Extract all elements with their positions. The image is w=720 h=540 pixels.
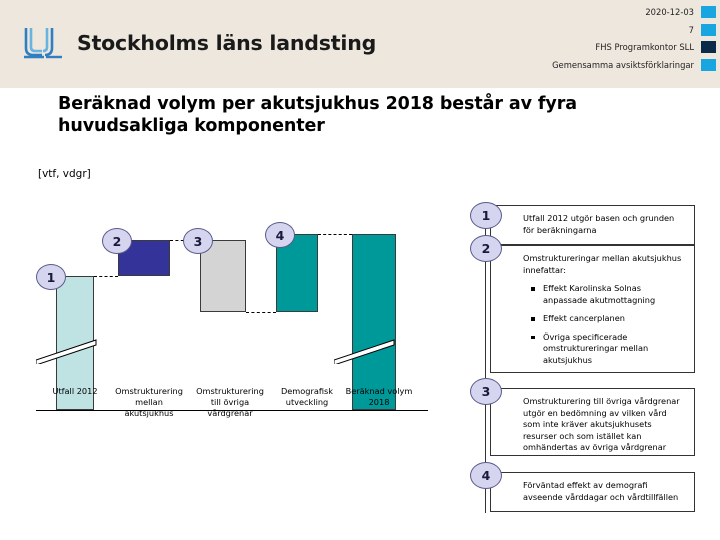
- x-label-utfall-2012: Utfall 2012: [52, 386, 98, 396]
- brand-name: Stockholms läns landsting: [77, 31, 377, 55]
- axis-break-mark-left: [36, 338, 94, 360]
- chart-connector-4: [318, 234, 352, 235]
- callout-badge-1[interactable]: 1: [470, 202, 502, 229]
- callout-badge-3[interactable]: 3: [470, 378, 502, 405]
- chart-badge-2[interactable]: 2: [102, 228, 132, 254]
- chart-bar-beraknad-volym-2018: [352, 234, 396, 410]
- callout-3-body: [491, 389, 694, 461]
- header-department: FHS Programkontor SLL: [595, 42, 694, 52]
- chart-badge-3[interactable]: 3: [183, 228, 213, 254]
- callout-badge-2[interactable]: 2: [470, 235, 502, 262]
- callout-3-stem: [485, 398, 486, 470]
- swatch-4: [701, 59, 716, 71]
- x-label-demografisk-utveckling: Demografisk utveckling: [280, 386, 334, 407]
- page-title: Beräknad volym per akutsjukhus 2018 består av fyra huvudsakliga komponenter: [58, 94, 577, 136]
- x-label-beraknad-volym-2018: Beräknad volym 2018: [345, 386, 413, 407]
- chart-plot-area: [0, 188, 460, 403]
- swatch-3: [701, 41, 716, 53]
- callout-4-text: Förväntad effekt av demografi avseende vårddagar och vårdtillfällen: [523, 480, 679, 502]
- callout-3-text: Omstrukturering till övriga vårdgrenar utgör en bedömning av vilken vård som inte kräver akutsjukhusets resurser och som istället kan omhändertas av övriga vårdgrenar: [523, 396, 680, 452]
- callout-2-bullet-2: Effekt cancerplanen: [523, 313, 684, 325]
- callout-2-bullet-1: Effekt Karolinska Solnas anpassade akutmottagning: [523, 283, 684, 306]
- header-meta: [274, 4, 694, 74]
- chart-badge-4[interactable]: 4: [265, 222, 295, 248]
- callout-1-body: [491, 206, 694, 243]
- chart-connector-1: [94, 276, 118, 277]
- callout-2-bullet-3: Övriga specificerade omstruktureringar mellan akutsjukhus: [523, 332, 684, 367]
- sll-logo-icon: [22, 26, 68, 60]
- callout-panel-1[interactable]: [490, 205, 695, 245]
- page-header: [0, 0, 720, 88]
- swatch-2: [701, 24, 716, 36]
- chart-unit-label: [vtf, vdgr]: [38, 168, 91, 180]
- axis-break-mark-right: [334, 338, 392, 360]
- callout-badge-4[interactable]: 4: [470, 462, 502, 489]
- x-label-omstrukturering-vardgrenar: Omstrukturering till övriga vårdgrenar: [196, 386, 264, 418]
- callout-panel-2[interactable]: [490, 245, 695, 373]
- header-color-swatches: [701, 6, 716, 76]
- chart-badge-1[interactable]: 1: [36, 264, 66, 290]
- callout-2-text: Omstruktureringar mellan akutsjukhus innefattar:: [523, 253, 682, 275]
- x-label-omstrukturering-akutsjukhus: Omstrukturering mellan akutsjukhus: [115, 386, 183, 418]
- header-date: 2020-12-03: [645, 7, 694, 17]
- header-document-title: Gemensamma avsiktsförklaringar: [552, 59, 694, 70]
- chart-connector-3: [246, 312, 276, 313]
- chart-x-axis-labels: [0, 386, 460, 432]
- callout-2-body: [491, 246, 694, 373]
- header-page-number: 7: [688, 24, 694, 35]
- callout-panel-4[interactable]: [490, 472, 695, 512]
- callout-panel-3[interactable]: [490, 388, 695, 456]
- swatch-1: [701, 6, 716, 18]
- callout-1-text: Utfall 2012 utgör basen och grunden för beräkningarna: [523, 213, 675, 235]
- callout-2-stem: [485, 258, 486, 378]
- callout-2-bullets: [523, 283, 684, 366]
- callout-4-body: [491, 473, 694, 510]
